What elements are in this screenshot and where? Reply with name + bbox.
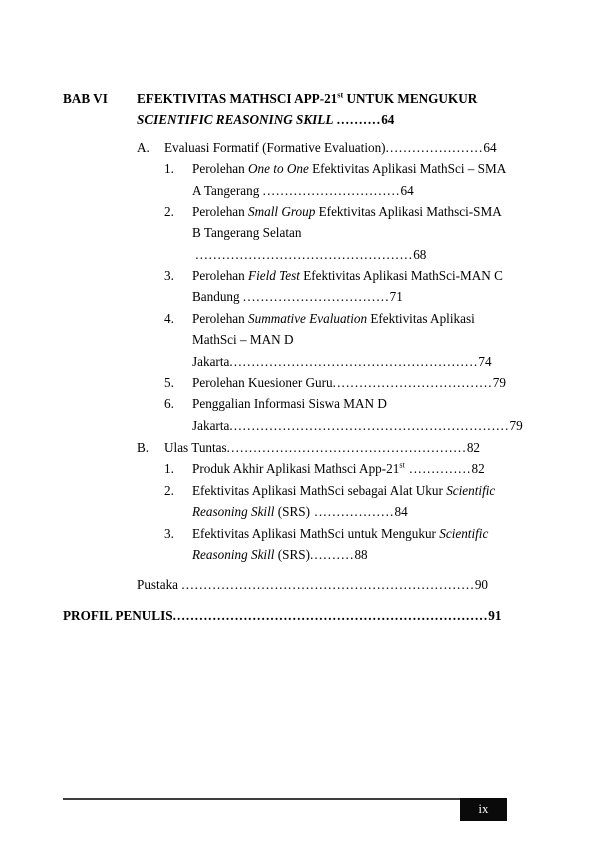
a3-tail <box>240 289 403 304</box>
a4-page-number: 74 <box>478 353 492 369</box>
chapter-title-italic: SCIENTIFIC REASONING SKILL <box>137 112 334 128</box>
a1-label: 1. <box>164 161 174 177</box>
pustaka-tail <box>178 577 488 592</box>
a2-tail <box>192 247 426 262</box>
b1-tail <box>405 461 485 476</box>
chapter-leader: .......... <box>336 112 382 128</box>
b3-title <box>192 526 488 562</box>
a5-label: 5. <box>164 374 174 390</box>
profil-penulis-title <box>63 608 501 623</box>
a6-page-number: 79 <box>509 417 523 433</box>
b3-pre: Efektivitas Aplikasi MathSci untuk Mengukur <box>192 525 440 541</box>
a1-leader: ............................... <box>262 182 401 198</box>
toc-entry-a1[interactable] <box>63 158 507 201</box>
b1-pre: Produk Akhir Aplikasi Mathsci App-21 <box>192 461 400 477</box>
toc-entry-b2[interactable] <box>63 480 507 523</box>
a2-label: 2. <box>164 203 174 219</box>
a1-italic: One to One <box>248 161 309 177</box>
a5-leader: .................................... <box>332 374 493 390</box>
a4-tail <box>229 354 491 369</box>
a2-italic: Small Group <box>248 203 316 219</box>
profil-page-number: 91 <box>488 607 502 623</box>
a5-pre: Perolehan Kuesioner Guru <box>192 374 333 390</box>
a1-page-number: 64 <box>400 182 414 198</box>
b2-label: 2. <box>164 482 174 498</box>
pustaka-page-number: 90 <box>474 577 489 593</box>
a2-pre: Perolehan <box>192 203 249 219</box>
toc-entry-a2[interactable] <box>63 201 507 265</box>
section-a-label: A. <box>137 139 150 155</box>
toc-content <box>63 88 523 626</box>
b2-page-number: 84 <box>394 504 408 520</box>
page-footer <box>63 798 507 828</box>
section-b-title-text: Ulas Tuntas <box>164 440 227 455</box>
a1-pre: Perolehan <box>192 161 249 177</box>
section-a-title <box>164 140 497 155</box>
toc-entry-pustaka[interactable] <box>63 574 507 595</box>
section-b-label: B. <box>137 440 150 455</box>
a3-pre: Perolehan <box>192 268 249 283</box>
a3-label: 3. <box>164 268 174 283</box>
section-b-tail <box>227 440 480 455</box>
a3-page-number: 71 <box>389 289 403 305</box>
a3-italic: Field Test <box>248 268 300 283</box>
b3-post: (SRS) <box>274 546 310 562</box>
chapter-title-text2: UNTUK MENGUKUR <box>343 91 478 106</box>
a2-title <box>192 204 501 262</box>
b3-italic: Scientific Reasoning Skill <box>192 525 489 562</box>
section-a-leader: ...................... <box>385 139 484 155</box>
toc-entry-section-a[interactable] <box>63 137 507 158</box>
toc-entry-a6[interactable] <box>63 393 523 436</box>
a5-page-number: 79 <box>492 374 506 390</box>
a4-leader: ........................................................ <box>229 353 479 369</box>
a6-label: 6. <box>164 396 174 412</box>
b1-label: 1. <box>164 461 174 477</box>
b1-superscript: st <box>399 460 405 470</box>
chapter-title-text: EFEKTIVITAS MATHSCI APP-21 <box>137 91 338 106</box>
b3-leader: .......... <box>309 546 355 562</box>
profil-penulis-label: PROFIL PENULIS <box>63 607 173 623</box>
chapter-page-number: 64 <box>381 112 395 128</box>
a1-tail <box>259 183 413 198</box>
a2-post: Efektivitas Aplikasi Mathsci-SMA B Tangerang Selatan <box>192 203 502 241</box>
folio-badge <box>460 798 507 821</box>
b3-page-number: 88 <box>354 546 368 562</box>
a6-leader: ............................................................... <box>229 417 510 433</box>
folio-number: ix <box>478 802 489 816</box>
b2-title <box>192 483 495 519</box>
b2-leader: .................. <box>309 504 395 520</box>
footer-divider <box>63 798 507 800</box>
b3-tail <box>310 547 368 562</box>
a4-italic: Summative Evaluation <box>248 310 368 326</box>
pustaka-label: Pustaka <box>137 577 179 593</box>
section-a-page-number: 64 <box>483 139 497 155</box>
profil-tail <box>173 608 502 623</box>
a3-post: Efektivitas Aplikasi MathSci-MAN C Bandung <box>192 268 503 305</box>
toc-entry-b3[interactable] <box>63 523 507 566</box>
a4-pre: Perolehan <box>192 310 249 326</box>
a1-title <box>192 161 506 197</box>
b2-italic: Scientific Reasoning Skill <box>192 482 496 520</box>
a1-post: Efektivitas Aplikasi MathSci – SMA A Tangerang <box>192 161 506 198</box>
toc-entry-b1[interactable] <box>63 458 507 479</box>
section-b-title <box>164 440 480 455</box>
pustaka-leader: .................................................................. <box>181 577 475 593</box>
a3-leader: ................................. <box>242 289 390 305</box>
b2-post: (SRS) <box>274 504 310 520</box>
section-a-title-text: Evaluasi Formatif (Formative Evaluation) <box>164 139 386 155</box>
toc-entry-section-b[interactable] <box>63 437 507 458</box>
chapter-label: BAB VI <box>63 91 108 106</box>
b2-tail <box>310 504 408 519</box>
a2-leader: ................................................. <box>195 246 414 262</box>
a5-title <box>192 375 506 390</box>
toc-entry-a4[interactable] <box>63 308 507 372</box>
b1-page-number: 82 <box>471 461 485 477</box>
toc-entry-chapter[interactable] <box>63 88 507 131</box>
chapter-title <box>137 91 477 127</box>
a3-title <box>192 268 503 304</box>
chapter-tail <box>333 112 394 127</box>
b1-leader: .............. <box>404 461 472 477</box>
a4-label: 4. <box>164 310 174 326</box>
toc-entry-a5[interactable] <box>63 372 507 393</box>
toc-entry-a3[interactable] <box>63 265 507 308</box>
toc-entry-profil-penulis[interactable] <box>63 605 507 626</box>
b1-title <box>192 461 485 476</box>
a6-title <box>192 396 523 432</box>
section-b-page-number: 82 <box>466 440 480 455</box>
chapter-title-superscript: st <box>337 90 344 100</box>
profil-leader: ....................................................................... <box>172 607 489 623</box>
a6-pre: Penggalian Informasi Siswa MAN D Jakarta <box>192 396 387 433</box>
section-b-leader: ...................................................... <box>226 440 467 455</box>
a6-tail <box>229 418 522 433</box>
section-a-tail <box>386 140 497 155</box>
a4-title <box>192 311 492 369</box>
pustaka-title <box>137 577 488 592</box>
b2-pre: Efektivitas Aplikasi MathSci sebagai Alat Ukur <box>192 482 447 498</box>
a4-post: Efektivitas Aplikasi MathSci – MAN D Jakarta <box>192 310 475 369</box>
a2-page-number: 68 <box>413 246 427 262</box>
b3-label: 3. <box>164 525 174 541</box>
a5-tail <box>333 375 506 390</box>
